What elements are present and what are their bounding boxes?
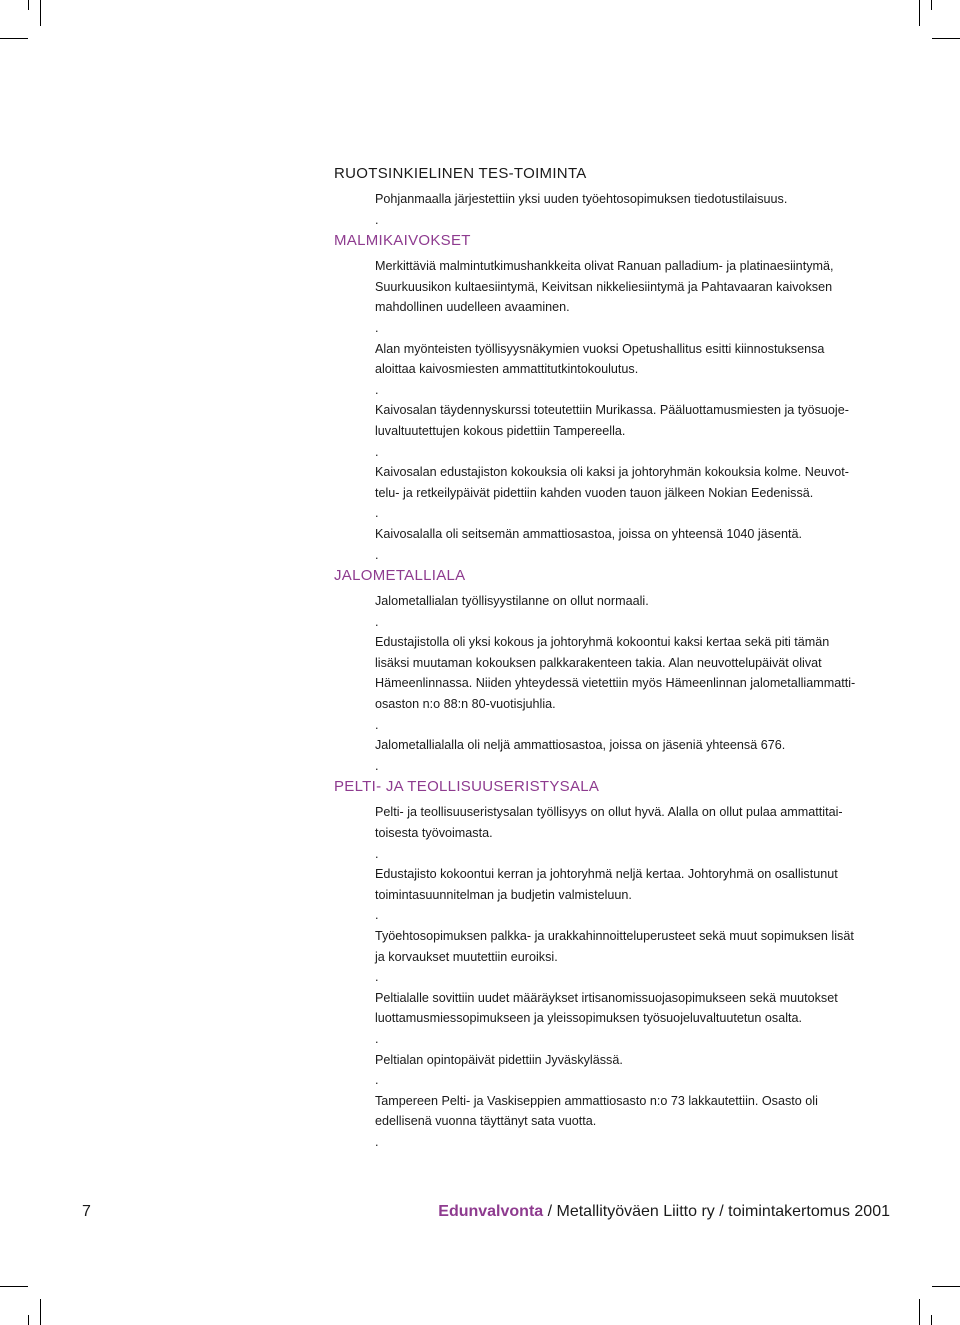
paragraph: Kaivosalan edustajiston kokouksia oli kaksi ja johtoryhmän kokouksia kolme. Neuvot- telu- ja retkeilypäivät pidettiin kahden vuoden tauon jälkeen Nokian Eedenissä. [375,465,849,500]
paragraph-separator: . [375,382,379,397]
footer-rest: / Metallityöväen Liitto ry / toimintakertomus 2001 [543,1203,890,1220]
paragraph: Merkittäviä malmintutkimushankkeita olivat Ranuan palladium- ja platinaesiintymä, Suurkuusikon kultaesiintymä, Keivitsan nikkeliesiintymä ja Pahtavaaran kaivoksen mahdollinen uudelleen avaaminen. [375,259,834,315]
crop-mark [28,0,29,10]
section-heading: JALOMETALLIALA [334,567,466,585]
crop-mark [931,1315,932,1325]
page-number: 7 [82,1203,91,1220]
crop-mark [932,1286,960,1287]
crop-mark [0,1286,28,1287]
paragraph: Alan myönteisten työllisyysnäkymien vuoksi Opetushallitus esitti kiinnostuksensa aloittaa kaivosmiesten ammattitutkintokoulutus. [375,341,825,377]
paragraph: Jalometallialalla oli neljä ammattiosastoa, joissa on jäseniä yhteensä 676. [375,738,786,753]
crop-mark [919,0,920,26]
crop-mark [40,0,41,26]
paragraph: Edustajistolla oli yksi kokous ja johtoryhmä kokoontui kaksi kertaa sekä piti tämän lisäksi muutaman kokouksen palkkarakenteen takia. Alan neuvottelupäivät olivat Hämeenlinnassa. Niiden yhteydessä vietettiin myös Hämeenlinnan jalometalliammatti- osaston n:o 88:n 80-vuotisjuhlia. [375,635,856,712]
paragraph: Pelti- ja teollisuuseristysalan työllisyys on ollut hyvä. Alalla on ollut pulaa ammattitai- toisesta työvoimasta. [375,805,843,841]
paragraph: Peltialalle sovittiin uudet määräykset irtisanomissuojasopimukseen sekä muutokset luottamusmiessopimukseen ja yleissopimuksen työsuojeluvaltuutetun osalta. [375,990,838,1026]
paragraph: Peltialan opintopäivät pidettiin Jyväskylässä. [375,1052,623,1067]
paragraph-separator: . [375,1031,379,1046]
paragraph-separator: . [375,212,379,227]
section-body [334,256,894,565]
paragraph: Kaivosalan täydennyskurssi toteutettiin Murikassa. Pääluottamusmiesten ja työsuoje- luvaltuutettujen kokous pidettiin Tampereella. [375,403,849,438]
paragraph-separator: . [375,614,379,629]
crop-mark [932,38,960,39]
section-body [334,802,894,1152]
crop-mark [0,38,28,39]
section [334,565,894,776]
paragraph-separator: . [375,444,379,459]
section [334,163,894,230]
crop-mark [40,1299,41,1325]
paragraph-separator: . [375,758,379,773]
crop-mark [28,1315,29,1325]
section-body [334,591,894,776]
paragraph: Edustajisto kokoontui kerran ja johtoryhmä neljä kertaa. Johtoryhmä on osallistunut toimintasuunnitelman ja budjetin valmisteluun. [375,867,838,902]
section-heading: MALMIKAIVOKSET [334,232,471,250]
footer-title [438,1203,890,1221]
paragraph-separator: . [375,1134,379,1149]
paragraph: Kaivosalalla oli seitsemän ammattiosastoa, joissa on yhteensä 1040 jäsentä. [375,526,803,541]
section-heading: RUOTSINKIELINEN TES-TOIMINTA [334,165,587,182]
paragraph-separator: . [375,717,379,732]
crop-mark [919,1299,920,1325]
section [334,230,894,565]
section [334,776,894,1152]
paragraph: Työehtosopimuksen palkka- ja urakkahinnoitteluperusteet sekä muut sopimuksen lisät ja korvaukset muutettiin euroiksi. [375,929,854,964]
paragraph: Pohjanmaalla järjestettiin yksi uuden työehtosopimuksen tiedotustilaisuus. [375,192,788,206]
paragraph-separator: . [375,547,379,562]
page-footer [0,1203,960,1227]
page-content [334,163,894,1153]
footer-brand: Edunvalvonta [438,1203,544,1220]
paragraph-separator: . [375,970,379,985]
paragraph-separator: . [375,506,379,521]
paragraph-separator: . [375,846,379,861]
paragraph-separator: . [375,1073,379,1088]
paragraph-separator: . [375,908,379,923]
paragraph: Tampereen Pelti- ja Vaskiseppien ammattiosasto n:o 73 lakkautettiin. Osasto oli edellisenä vuonna täyttänyt sata vuotta. [375,1093,818,1129]
crop-mark [931,0,932,10]
paragraph-separator: . [375,320,379,335]
section-body [334,189,894,230]
section-heading: PELTI- JA TEOLLISUUSERISTYSALA [334,778,600,796]
paragraph: Jalometallialan työllisyystilanne on ollut normaali. [375,594,649,609]
